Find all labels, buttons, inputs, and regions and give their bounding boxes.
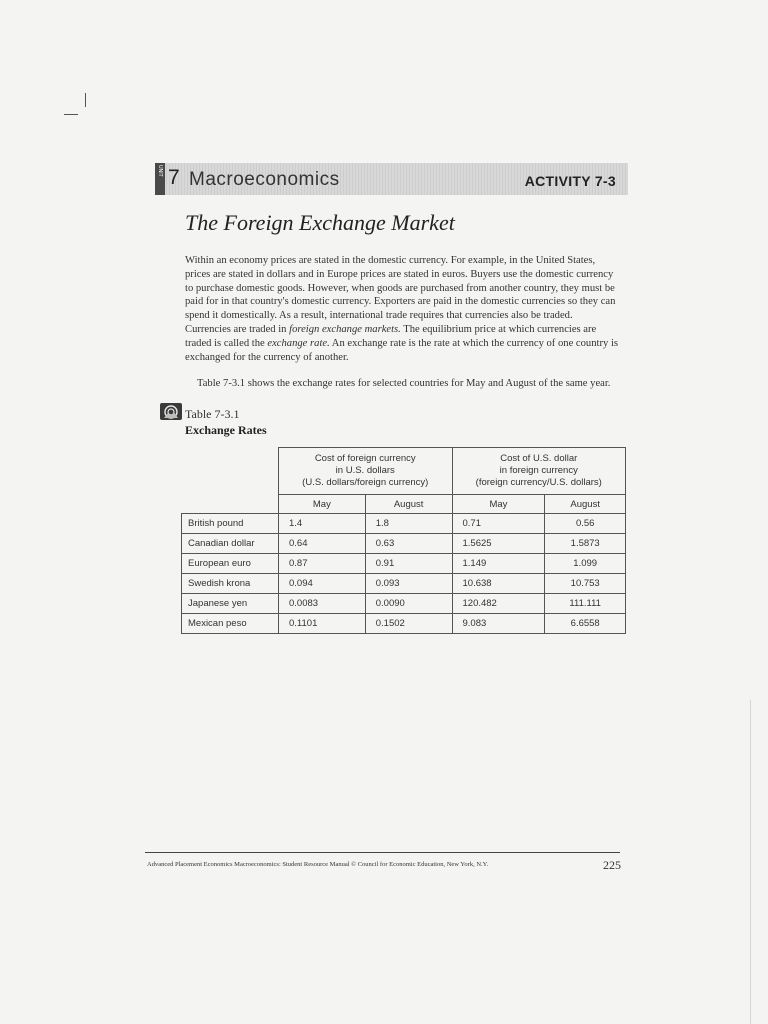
intro-paragraph <box>185 254 620 364</box>
rate-cell: 0.094 <box>279 574 366 594</box>
country-cell: Japanese yen <box>182 594 279 614</box>
scan-edge-line <box>750 700 751 1024</box>
footer-rule <box>145 852 620 853</box>
intro-term: exchange rate. <box>267 337 330 349</box>
header-line: in U.S. dollars <box>335 465 395 476</box>
rate-cell: 0.0090 <box>365 594 452 614</box>
rate-cell: 6.6558 <box>545 614 626 634</box>
rate-cell: 111.111 <box>545 594 626 614</box>
rate-cell: 9.083 <box>452 614 545 634</box>
rate-cell: 1.4 <box>279 514 366 534</box>
table-row <box>182 614 626 634</box>
rate-cell: 0.64 <box>279 534 366 554</box>
rate-cell: 10.753 <box>545 574 626 594</box>
header-line: Cost of U.S. dollar <box>500 453 578 464</box>
table-reference: Table 7-3.1 shows the exchange rates for selected countries for May and August of the same year. <box>197 378 611 389</box>
intro-text: The equilibrium price at which currencies are traded is called the <box>185 323 597 349</box>
rate-cell: 0.1101 <box>279 614 366 634</box>
rate-cell: 0.63 <box>365 534 452 554</box>
rate-cell: 1.149 <box>452 554 545 574</box>
header-cost-foreign-currency <box>279 448 453 495</box>
rate-cell: 0.0083 <box>279 594 366 614</box>
rate-cell: 0.71 <box>452 514 545 534</box>
header-line: in foreign currency <box>499 465 578 476</box>
rate-cell: 1.8 <box>365 514 452 534</box>
country-cell: Canadian dollar <box>182 534 279 554</box>
activity-label: ACTIVITY 7-3 <box>524 173 616 189</box>
unit-number: 7 <box>168 166 180 189</box>
unit-tab-label: UNIT <box>157 165 163 177</box>
unit-header-bar <box>155 163 628 195</box>
intro-text: Within an economy prices are stated in the domestic currency. For example, in the United States, prices are stated in dollars and in Europe prices are stated in euros. Buyers use the domestic currency to purchase domestic goods. However, when goods are purchased from another country, they must be paid for in that country's domestic currency. Exporters are paid in the domestic currencies so they can spend it domestically. As a result, international trade requires that currencies also be traded. Currencies are traded in <box>185 255 616 335</box>
rate-cell: 1.5625 <box>452 534 545 554</box>
table-row <box>182 514 626 534</box>
scan-mark <box>64 114 78 115</box>
country-cell: Mexican peso <box>182 614 279 634</box>
rate-cell: 0.87 <box>279 554 366 574</box>
rate-cell: 1.5873 <box>545 534 626 554</box>
subheader-august: August <box>365 495 452 514</box>
country-cell: British pound <box>182 514 279 534</box>
rate-cell: 0.91 <box>365 554 452 574</box>
intro-term: foreign exchange markets. <box>289 323 401 335</box>
header-cost-us-dollar <box>452 448 626 495</box>
country-cell: European euro <box>182 554 279 574</box>
rate-cell: 10.638 <box>452 574 545 594</box>
intro-text: An exchange rate is the rate at which the currency of one country is exchanged for the currency of another. <box>185 337 619 363</box>
table-number: Table 7-3.1 <box>185 407 240 421</box>
page-title: The Foreign Exchange Market <box>185 210 455 235</box>
table-caption: Exchange Rates <box>185 423 267 437</box>
table-row <box>182 554 626 574</box>
table-corner-cell <box>182 448 279 514</box>
table-row <box>182 574 626 594</box>
subheader-may: May <box>452 495 545 514</box>
exchange-rates-table <box>181 447 626 634</box>
rate-cell: 0.1502 <box>365 614 452 634</box>
rate-cell: 120.482 <box>452 594 545 614</box>
unit-tab <box>155 163 165 195</box>
table-row <box>182 594 626 614</box>
table-row <box>182 534 626 554</box>
rate-cell: 0.093 <box>365 574 452 594</box>
country-cell: Swedish krona <box>182 574 279 594</box>
subheader-august: August <box>545 495 626 514</box>
scan-mark <box>85 93 86 107</box>
unit-title: Macroeconomics <box>189 169 340 190</box>
header-line: (foreign currency/U.S. dollars) <box>475 477 602 488</box>
subheader-may: May <box>279 495 366 514</box>
rate-cell: 0.56 <box>545 514 626 534</box>
reader-icon <box>159 401 183 421</box>
header-line: Cost of foreign currency <box>314 453 416 464</box>
footer-credit: Advanced Placement Economics Macroeconomics: Student Resource Manual © Council for Economic Education, New York, N.Y. <box>147 861 489 868</box>
rate-cell: 1.099 <box>545 554 626 574</box>
header-line: (U.S. dollars/foreign currency) <box>302 477 429 488</box>
page-number: 225 <box>603 858 621 872</box>
